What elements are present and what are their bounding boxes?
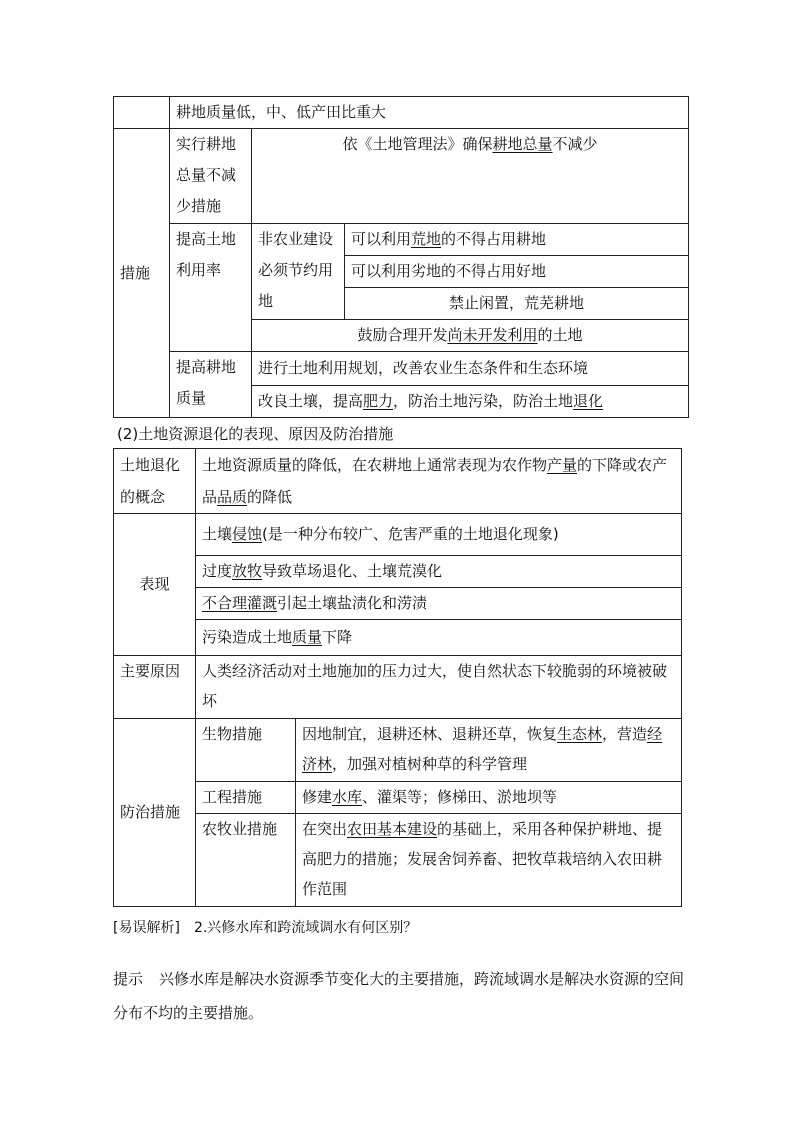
eng-content: 修建水库、灌渠等；修梯田、淤地坝等 bbox=[296, 782, 682, 814]
cause-content: 人类经济活动对土地施加的压力过大，使自然状态下较脆弱的环境被破坏 bbox=[196, 656, 682, 719]
cat2-item2: 可以利用劣地的不得占用好地 bbox=[345, 256, 689, 288]
cat2-item3: 禁止闲置，荒芜耕地 bbox=[345, 288, 689, 320]
bio-content: 因地制宜，退耕还林、退耕还草，恢复生态林，营造经济林，加强对植树种草的科学管理 bbox=[296, 719, 682, 782]
bio-label: 生物措施 bbox=[196, 719, 296, 782]
manifest-2: 过度放牧导致草场退化、土壤荒漠化 bbox=[196, 556, 682, 588]
cat3-item1: 进行土地利用规划，改善农业生态条件和生态环境 bbox=[252, 352, 689, 386]
manifest-label: 表现 bbox=[114, 514, 196, 656]
cat3-label: 提高耕地质量 bbox=[170, 352, 252, 418]
cat2-item4: 鼓励合理开发尚未开发利用的土地 bbox=[252, 320, 689, 352]
section-title: (2)土地资源退化的表现、原因及防治措施 bbox=[117, 425, 394, 443]
manifest-1: 土壤侵蚀(是一种分布较广、危害严重的土地退化现象) bbox=[196, 514, 682, 556]
error-analysis-question: 2.兴修水库和跨流域调水有何区别？ bbox=[193, 920, 418, 936]
cat3-item2: 改良土壤，提高肥力，防治土地污染，防治土地退化 bbox=[252, 386, 689, 418]
agri-content: 在突出农田基本建设的基础上，采用各种保护耕地、提高肥力的措施；发展舍饲养畜、把牧草栽培纳入农田耕作范围 bbox=[296, 814, 682, 907]
cause-label: 主要原因 bbox=[114, 656, 196, 719]
agri-label: 农牧业措施 bbox=[196, 814, 296, 907]
tip-paragraph bbox=[113, 962, 693, 1030]
prevent-label: 防治措施 bbox=[114, 719, 196, 907]
cat2-sub-label: 非农业建设必须节约用地 bbox=[252, 224, 345, 320]
measures-label: 措施 bbox=[114, 129, 170, 418]
tip-text: 兴修水库是解决水资源季节变化大的主要措施，跨流域调水是解决水资源的空间分布不均的主要措施。 bbox=[113, 970, 685, 1022]
land-protection-table bbox=[113, 96, 689, 418]
concept-label: 土地退化的概念 bbox=[114, 449, 196, 514]
error-analysis bbox=[113, 918, 417, 938]
cat2-item1: 可以利用荒地的不得占用耕地 bbox=[345, 224, 689, 256]
manifest-3: 不合理灌溉引起土壤盐渍化和涝渍 bbox=[196, 588, 682, 620]
land-degradation-table bbox=[113, 448, 682, 907]
manifest-4: 污染造成土地质量下降 bbox=[196, 620, 682, 656]
error-analysis-label: [易误解析] bbox=[113, 920, 180, 936]
cat1-label: 实行耕地总量不减少措施 bbox=[170, 129, 252, 224]
eng-label: 工程措施 bbox=[196, 782, 296, 814]
tip-label: 提示 bbox=[113, 970, 144, 988]
cat1-content: 依《土地管理法》确保耕地总量不减少 bbox=[252, 129, 689, 224]
concept-content: 土地资源质量的降低，在农耕地上通常表现为农作物产量的下降或农产品品质的降低 bbox=[196, 449, 682, 514]
quality-low-cell: 耕地质量低，中、低产田比重大 bbox=[170, 97, 689, 129]
empty-cell bbox=[114, 97, 170, 129]
cat2-label: 提高土地利用率 bbox=[170, 224, 252, 352]
